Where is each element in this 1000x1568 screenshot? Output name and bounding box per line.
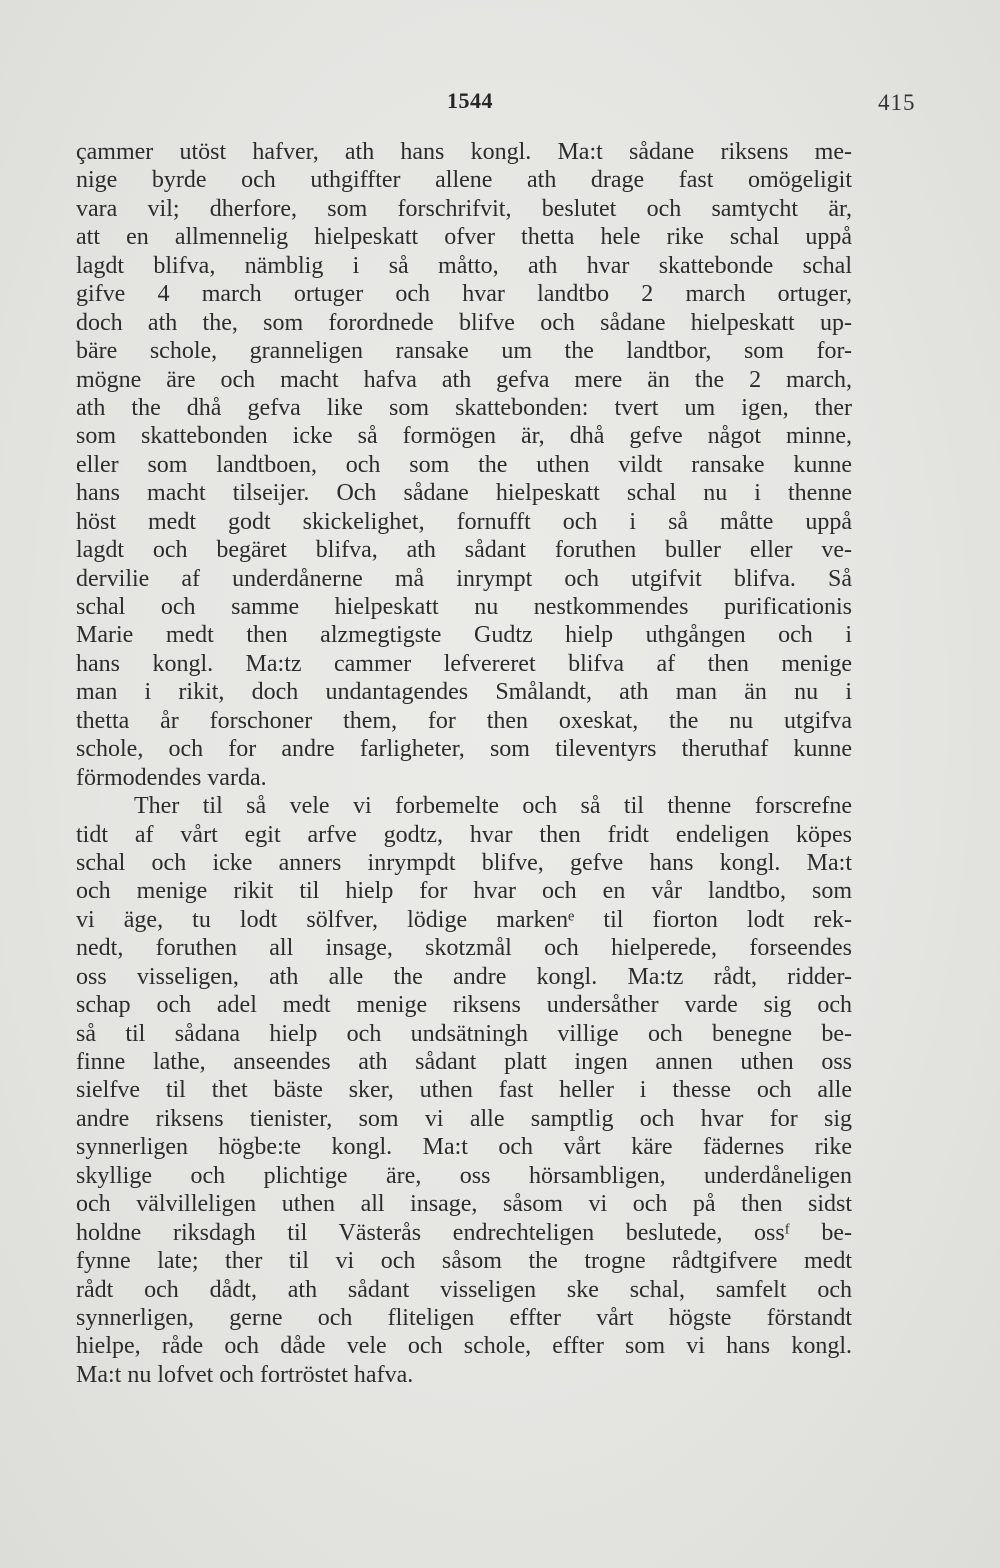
text-line: schap och adel medt menige riksens undersåther varde sig och [76,992,852,1019]
text-line: lagdt och begäret blifva, ath sådant foruthen buller eller ve- [76,537,852,564]
text-line: höst medt godt skickelighet, fornufft och i så måtte uppå [76,508,852,535]
text-line: sielfve til thet bäste sker, uthen fast heller i thesse och alle [76,1077,852,1104]
text-line: thetta år forschoner them, for then oxeskat, the nu utgifva [76,707,852,734]
text-line: vi äge, tu lodt sölfver, lödige markenᵉ til fiorton lodt rek- [76,906,852,933]
text-line: schal och icke anners inrympdt blifve, gefve hans kongl. Ma:t [76,849,852,876]
text-line: mögne äre och macht hafva ath gefva mere än the 2 march, [76,366,852,393]
text-line: schal och samme hielpeskatt nu nestkommendes purificationis [76,594,852,620]
text-line: ath the dhå gefva like som skattebonden: tvert um igen, ther [76,394,852,421]
text-line: çammer utöst hafver, ath hans kongl. Ma:t sådane riksens me- [76,139,852,165]
text-line: schole, och for andre farligheter, som tileventyrs theruthaf kunne [76,736,852,763]
text-line: bäre schole, granneligen ransake um the landtbor, som for- [76,338,852,365]
text-line: man i rikit, doch undantagendes Smålandt, ath man än nu i [76,679,852,706]
text-line: holdne riksdagh til Västerås endrechteligen beslutede, ossᶠ be- [76,1219,852,1246]
text-line: dervilie af underdånerne må inrympt och utgifvit blifva. Så [76,565,852,592]
text-line: förmodendes varda. [76,764,267,791]
text-line: lagdt blifva, nämblig i så måtto, ath hvar skattebonde schal [76,252,852,279]
text-line: fynne late; ther til vi och såsom the trogne rådtgifvere medt [76,1248,852,1275]
text-line: tidt af vårt egit arfve godtz, hvar then fridt endeligen köpes [76,821,852,848]
text-line: rådt och dådt, ath sådant visseligen ske schal, samfelt och [76,1276,852,1303]
text-line: finne lathe, anseendes ath sådant platt ingen annen uthen oss [76,1049,852,1075]
text-line: nedt, foruthen all insage, skotzmål och hielperede, forseendes [76,935,852,962]
text-line: skyllige och plichtige äre, oss hörsambligen, underdåneligen [76,1162,852,1189]
text-line: hans macht tilseijer. Och sådane hielpeskatt schal nu i thenne [76,480,852,507]
text-line: som skattebonden icke så formögen är, dhå gefve något minne, [76,423,852,450]
text-line: hans kongl. Ma:tz cammer lefvereret blifva af then menige [76,650,852,677]
text-line: doch ath the, som forordnede blifve och sådane hielpeskatt up- [76,309,852,336]
running-head-year: 1544 [447,88,493,113]
text-line: och välvilleligen uthen all insage, såsom vi och på then sidst [76,1191,852,1218]
text-line: hielpe, råde och dåde vele och schole, effter som vi hans kongl. [76,1333,852,1360]
text-line: så til sådana hielp och undsätningh villige och benegne be- [76,1020,852,1047]
text-line: och menige rikit til hielp for hvar och en vår landtbo, som [76,878,852,905]
text-line: Ma:t nu lofvet och fortröstet hafva. [76,1361,414,1388]
text-line: att en allmennelig hielpeskatt ofver thetta hele rike schal uppå [76,224,852,251]
paragraph [76,792,852,1389]
text-line: nige byrde och uthgiffter allene ath drage fast omögeligit [76,167,852,194]
text-line: synnerligen, gerne och fliteligen effter vårt högste förstandt [76,1304,852,1331]
text-line: andre riksens tienister, som vi alle samptlig och hvar for sig [76,1105,852,1132]
paragraph [76,138,852,792]
text-line: Marie medt then alzmegtigste Gudtz hielp uthgången och i [76,622,852,649]
text-line: synnerligen högbe:te kongl. Ma:t och vårt käre fädernes rike [76,1134,852,1161]
text-line: gifve 4 march ortuger och hvar landtbo 2 march ortuger, [76,281,852,308]
text-line: oss visseligen, ath alle the andre kongl. Ma:tz rådt, ridder- [76,963,852,990]
text-line: Ther til så vele vi forbemelte och så til thenne forscrefne [134,793,852,820]
text-line: vara vil; dherfore, som forschrifvit, beslutet och samtycht är, [76,195,852,222]
text-line: eller som landtboen, och som the uthen vildt ransake kunne [76,451,852,478]
page-number: 415 [878,90,916,115]
body-text [76,138,852,1389]
page-header [0,88,1000,118]
